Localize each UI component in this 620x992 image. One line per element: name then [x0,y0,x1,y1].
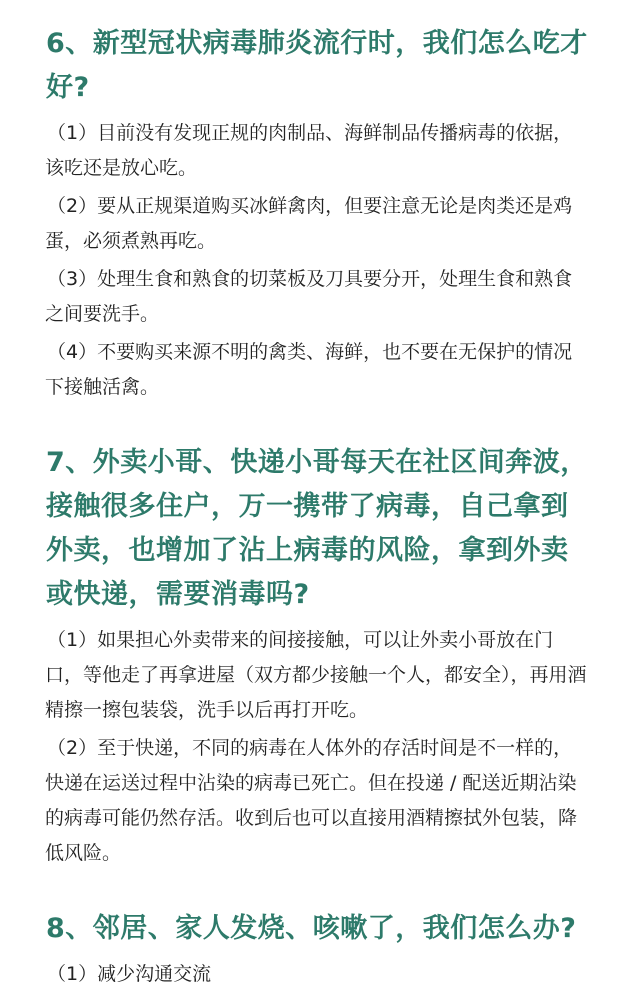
item-text: 处理生食和熟食的切菜板及刀具要分开，处理生食和熟食之间要洗手。 [45,268,573,325]
list-item [45,731,590,871]
item-number: （2） [47,737,98,759]
list-item [45,116,590,186]
section-heading: 7、外卖小哥、快递小哥每天在社区间奔波，接触很多住户，万一携带了病毒，自己拿到外卖，也增加了沾上病毒的风险，拿到外卖或快递，需要消毒吗? [46,447,588,610]
section-heading: 6、新型冠状病毒肺炎流行时，我们怎么吃才好? [46,28,588,103]
item-number: （3） [47,268,98,290]
item-text: 如果担心外卖带来的间接接触，可以让外卖小哥放在门口，等他走了再拿进屋（双方都少接触一个人，都安全），再用酒精擦一擦包装袋，洗手以后再打开吃。 [45,629,587,721]
item-text: 不要购买来源不明的禽类、海鲜，也不要在无保护的情况下接触活禽。 [45,341,573,398]
list-item [45,262,590,332]
section-heading: 8、邻居、家人发烧、咳嗽了，我们怎么办? [46,913,577,944]
item-number: （4） [47,341,98,363]
item-number: （2） [47,195,98,217]
item-text: 目前没有发现正规的肉制品、海鲜制品传播病毒的依据，该吃还是放心吃。 [45,122,573,179]
section-7 [46,441,590,871]
item-text: 要从正规渠道购买冰鲜禽肉，但要注意无论是肉类还是鸡蛋，必须煮熟再吃。 [45,195,573,252]
list-item [45,335,590,405]
list-item [45,623,590,728]
list-item [45,189,590,259]
item-number: （1） [47,629,98,651]
item-number: （1） [47,122,98,144]
list-item [45,957,590,992]
section-6 [46,22,590,405]
section-8 [46,907,590,992]
item-text: 至于快递，不同的病毒在人体外的存活时间是不一样的，快递在运送过程中沾染的病毒已死亡。但在投递 / 配送近期沾染的病毒可能仍然存活。收到后也可以直接用酒精擦拭外包装，降低风险。 [45,737,578,864]
item-text: 减少沟通交流 [97,963,212,985]
item-number: （1） [47,963,98,985]
